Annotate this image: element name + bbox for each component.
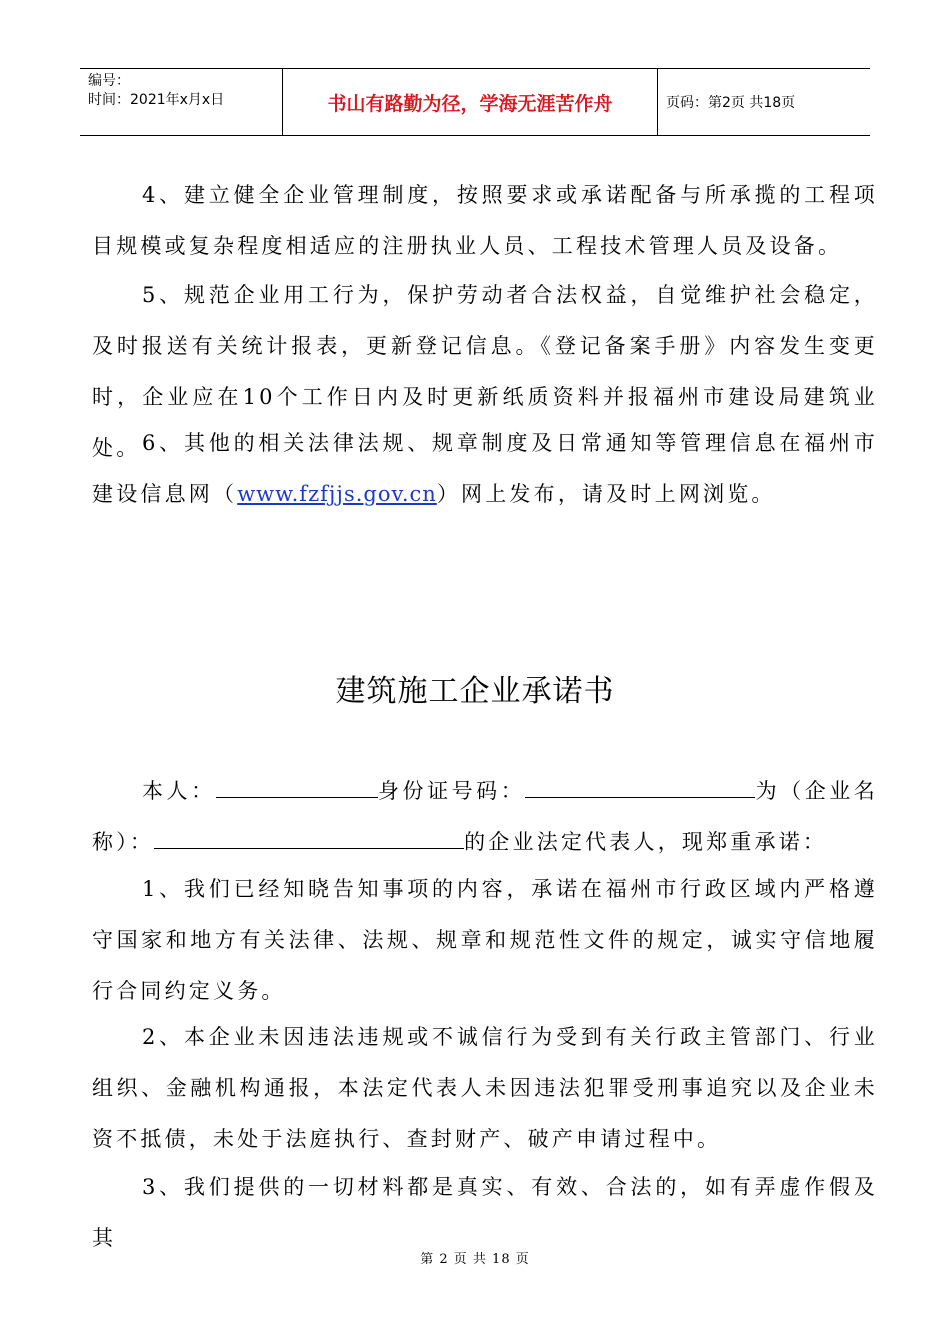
pledge-title: 建筑施工企业承诺书 xyxy=(335,674,615,709)
header-motto: 书山有路勤为径，学海无涯苦作舟 xyxy=(283,69,658,135)
notice-item-4: 4、建立健全企业管理制度，按照要求或承诺配备与所承揽的工程项目规模或复杂程度相适应的注册执业人员、工程技术管理人员及设备。 xyxy=(92,183,878,258)
header-page-info: 页码：第2页 共18页 xyxy=(666,95,796,111)
header-meta xyxy=(80,69,283,135)
header-number: 编号： xyxy=(88,73,130,89)
pledge-item-1: 1、我们已经知晓告知事项的内容，承诺在福州市行政区域内严格遵守国家和地方有关法律、法规、规章和规范性文件的规定，诚实守信地履行合同约定义务。 xyxy=(92,877,878,1003)
name-label: 本人： xyxy=(142,779,216,803)
pledge-item-2: 2、本企业未因违法违规或不诚信行为受到有关行政主管部门、行业组织、金融机构通报，本法定代表人未因违法犯罪受刑事追究以及企业未资不抵债，未处于法庭执行、查封财产、破产申请过程中。 xyxy=(92,1025,878,1151)
id-number-blank[interactable] xyxy=(525,777,755,798)
website-link[interactable]: www.fzfjjs.gov.cn xyxy=(237,482,437,506)
id-label: 身份证号码： xyxy=(377,779,526,803)
header-time: 时间：2021年x月x日 xyxy=(88,92,225,108)
notice-item-6 xyxy=(92,418,878,520)
intro-tail: 的企业法定代表人，现郑重承诺： xyxy=(464,830,828,854)
company-name-blank[interactable] xyxy=(154,828,464,849)
pledge-intro xyxy=(92,766,878,868)
notice-item-6-text-b: ）网上发布，请及时上网浏览。 xyxy=(436,482,776,506)
name-blank[interactable] xyxy=(216,777,378,798)
notice-item-6-text-a: 6、其他的相关法律法规、规章制度及日常通知等管理信息在福州市建设信息网（ xyxy=(92,431,878,506)
pledge-item-3: 3、我们提供的一切材料都是真实、有效、合法的，如有弄虚作假及其 xyxy=(92,1175,878,1250)
company-label: 为（企业名称）： xyxy=(92,779,878,854)
page-footer: 第 2 页 共 18 页 xyxy=(420,1252,530,1267)
notice-item-5: 5、规范企业用工行为，保护劳动者合法权益，自觉维护社会稳定，及时报送有关统计报表，更新登记信息。《登记备案手册》内容发生变更时，企业应在10个工作日内及时更新纸质资料并报福州市建设局建筑业处。 xyxy=(92,283,878,460)
page-header xyxy=(80,68,870,136)
